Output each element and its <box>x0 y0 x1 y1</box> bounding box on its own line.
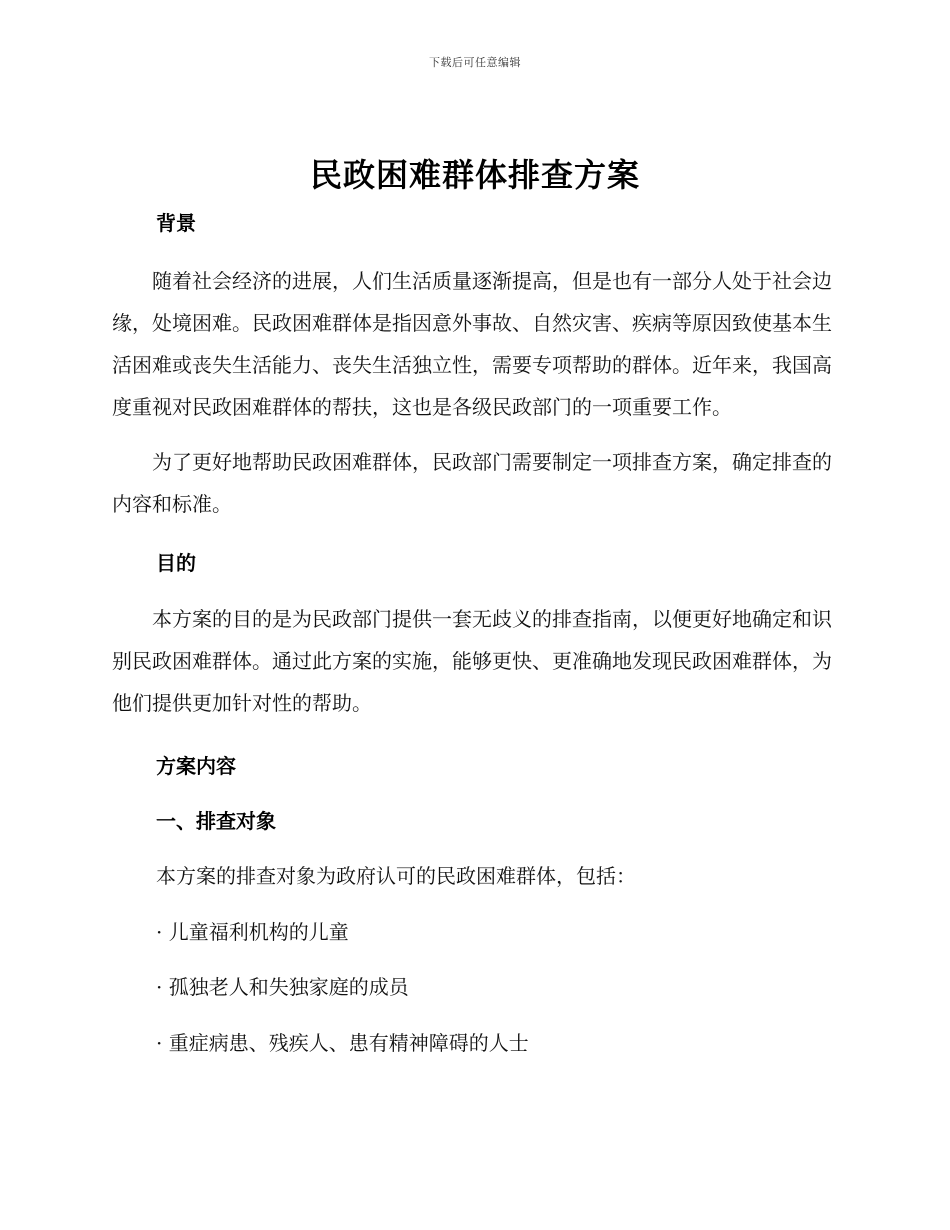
page-header: 下载后可任意编辑 <box>429 56 521 69</box>
document-title: 民政困难群体排查方案 <box>309 156 640 194</box>
section-heading-purpose: 目的 <box>156 551 196 575</box>
section-heading-background: 背景 <box>156 211 196 235</box>
document-body <box>112 200 832 1058</box>
paragraph-background-2: 为了更好地帮助民政困难群体，民政部门需要制定一项排查方案，确定排查的内容和标准。 <box>112 450 832 516</box>
paragraph-purpose-1: 本方案的目的是为民政部门提供一套无歧义的排查指南，以便更好地确定和识别民政困难群体。通过此方案的实施，能够更快、更准确地发现民政困难群体，为他们提供更加针对性的帮助。 <box>112 607 832 715</box>
list-item: · 重症病患、残疾人、患有精神障碍的人士 <box>156 1031 529 1055</box>
section-heading-plan: 方案内容 <box>156 754 236 778</box>
list-item: · 孤独老人和失独家庭的成员 <box>156 975 409 999</box>
paragraph-background-1: 随着社会经济的进展，人们生活质量逐渐提高，但是也有一部分人处于社会边缘，处境困难。民政困难群体是指因意外事故、自然灾害、疾病等原因致使基本生活困难或丧失生活能力、丧失生活独立性，需要专项帮助的群体。近年来，我国高度重视对民政困难群体的帮扶，这也是各级民政部门的一项重要工作。 <box>112 269 832 419</box>
paragraph-plan-intro: 本方案的排查对象为政府认可的民政困难群体，包括： <box>156 864 636 888</box>
list-item: · 儿童福利机构的儿童 <box>156 920 349 944</box>
subheading-screening-targets: 一、排查对象 <box>156 809 276 833</box>
